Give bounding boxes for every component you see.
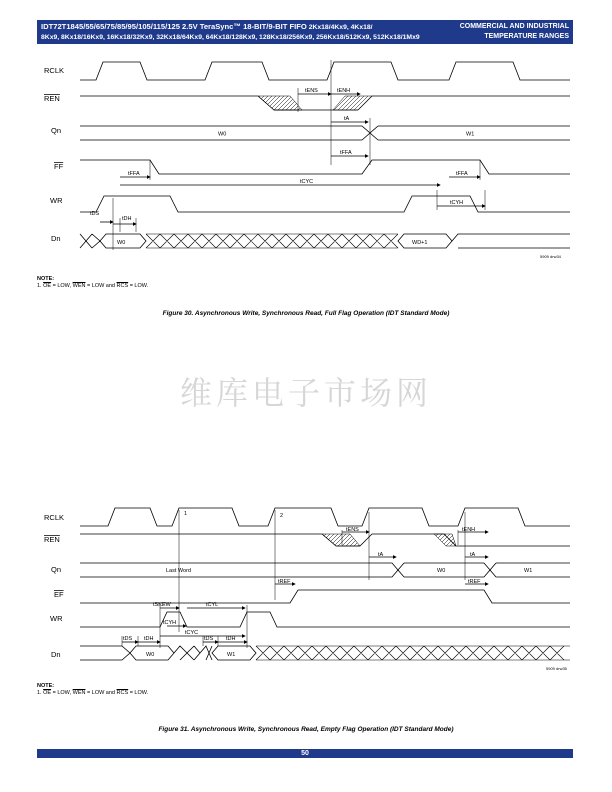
fig31-label-dn: Dn: [51, 650, 61, 659]
fig31-note-t3: = LOW.: [129, 690, 149, 696]
fig31-label-ef: EF: [54, 590, 64, 599]
fig31-label-ren: REN: [44, 535, 60, 544]
fig30-label-qn: Qn: [51, 126, 62, 135]
fig31-marker-2: 2: [280, 513, 284, 519]
fig31-ta2-label: tA: [470, 552, 476, 558]
fig31-tds1-label: tDS: [123, 636, 133, 642]
fig30-note-t2: = LOW and: [87, 283, 115, 289]
fig31-label-rclk: RCLK: [44, 513, 65, 522]
fig30-tffa1-label: tFFA: [340, 150, 352, 156]
fig30-dn-w0: W0: [117, 240, 126, 246]
fig31-rclk-waveform: [80, 508, 570, 526]
fig31-drawing-id: 5909 drw35: [546, 666, 567, 671]
fig31-note: [37, 683, 148, 697]
fig31-caption: Figure 31. Asynchronous Write, Synchronous Read, Empty Flag Operation (IDT Standard Mode): [158, 726, 454, 733]
fig31-note-t2: = LOW and: [87, 690, 115, 696]
fig30-label-dn: Dn: [51, 234, 61, 243]
fig31-tdh2-label: tDH: [226, 636, 236, 642]
fig31-qn-w1: W1: [524, 568, 533, 574]
header-title-org-2: 8Kx9, 8Kx18/16Kx9, 16Kx18/32Kx9, 32Kx18/64Kx9, 64Kx18/128Kx9, 128Kx18/256Kx9, 256Kx18/512Kx9, 512Kx18/1Mx9: [41, 34, 420, 41]
fig31-label-qn: Qn: [51, 565, 62, 574]
fig31-tref2-label: tREF: [468, 579, 481, 585]
fig30-tffa2-label: tFFA: [128, 171, 140, 177]
header-title-main: IDT72T1845/55/65/75/85/95/105/115/125 2.5V TeraSync™ 18-BIT/9-BIT FIFO: [41, 22, 307, 31]
fig30-tcyh-label: tCYH: [450, 200, 464, 206]
fig31-tref1-label: tREF: [278, 579, 291, 585]
fig31-note-t1: = LOW,: [52, 690, 72, 696]
page-number: 50: [301, 750, 309, 757]
fig30-note-t3: = LOW.: [129, 283, 149, 289]
fig30-note-rcs: $\overline{RCS}$: [116, 283, 129, 289]
fig30-note-title: NOTE:: [37, 276, 55, 282]
fig30-note-wen: $\overline{WEN}$: [72, 283, 86, 289]
header-right-2: TEMPERATURE RANGES: [484, 33, 569, 40]
fig31-note-rcs: $\overline{RCS}$: [116, 690, 129, 696]
fig31-qn-bus: [80, 563, 570, 577]
fig31-tenh-label: tENH: [462, 527, 476, 533]
fig31-tds2-label: tDS: [204, 636, 214, 642]
fig31-wr-waveform: [80, 612, 570, 627]
fig31-tens-label: tENS: [346, 527, 359, 533]
fig31-tcyc-label: tCYC: [185, 630, 199, 636]
fig30-qn-w0: W0: [218, 131, 227, 138]
fig30-caption: Figure 30. Asynchronous Write, Synchronous Read, Full Flag Operation (IDT Standard Mode): [162, 310, 450, 317]
fig30-tens-label: tENS: [305, 88, 318, 94]
page-footer: [37, 749, 573, 758]
fig30-note-num: 1.: [37, 283, 42, 289]
fig30-tcyc-label: tCYC: [300, 179, 314, 185]
fig31-dn-w1: W1: [227, 652, 236, 658]
fig30-label-wr: WR: [50, 196, 63, 205]
header-title-org-1: 2Kx18/4Kx9, 4Kx18/: [308, 24, 373, 31]
fig30-label-rclk: RCLK: [44, 66, 65, 75]
fig30-note-oe: $\overline{OE}$: [43, 283, 52, 289]
watermark: 维库电子市场网: [179, 374, 432, 412]
fig31-qn-last-word: Last Word: [166, 568, 191, 574]
fig31-ta1-label: tA: [378, 552, 384, 558]
fig30-tdh-label: tDH: [122, 216, 132, 222]
fig31-tcyh-label: tCYH: [163, 620, 177, 626]
fig31-tcyl-label: tCYL: [206, 602, 219, 608]
fig31-dn-xxx: [256, 646, 570, 660]
fig30-drawing-id: 5909 drw34: [540, 254, 561, 259]
fig30-tenh-label: tENH: [337, 88, 351, 94]
fig30-tds-label: tDS: [90, 211, 100, 217]
fig31-dn-w0: W0: [146, 652, 155, 658]
fig31-note-num: 1.: [37, 690, 42, 696]
fig31-note-title: NOTE:: [37, 683, 55, 689]
fig30-tffa3-label: tFFA: [456, 171, 468, 177]
fig31-marker-1: 1: [184, 511, 188, 517]
fig31-tskew-label: tSKEW: [153, 602, 171, 608]
fig30-label-ren: REN: [44, 94, 60, 103]
fig31-note-oe: $\overline{OE}$: [43, 690, 52, 696]
fig31-qn-w0: W0: [437, 568, 446, 574]
fig30-label-ff: FF: [54, 162, 64, 171]
fig31-note-wen: $\overline{WEN}$: [72, 690, 86, 696]
header-right-1: COMMERCIAL AND INDUSTRIAL: [459, 23, 569, 30]
fig31-tdh1-label: tDH: [144, 636, 154, 642]
fig30-dn-wd1: WD+1: [412, 240, 428, 246]
fig30-note-t1: = LOW,: [52, 283, 72, 289]
fig30-qn-w1: W1: [466, 131, 475, 138]
fig30-ta-label: tA: [344, 116, 350, 122]
fig31-label-wr: WR: [50, 614, 63, 623]
